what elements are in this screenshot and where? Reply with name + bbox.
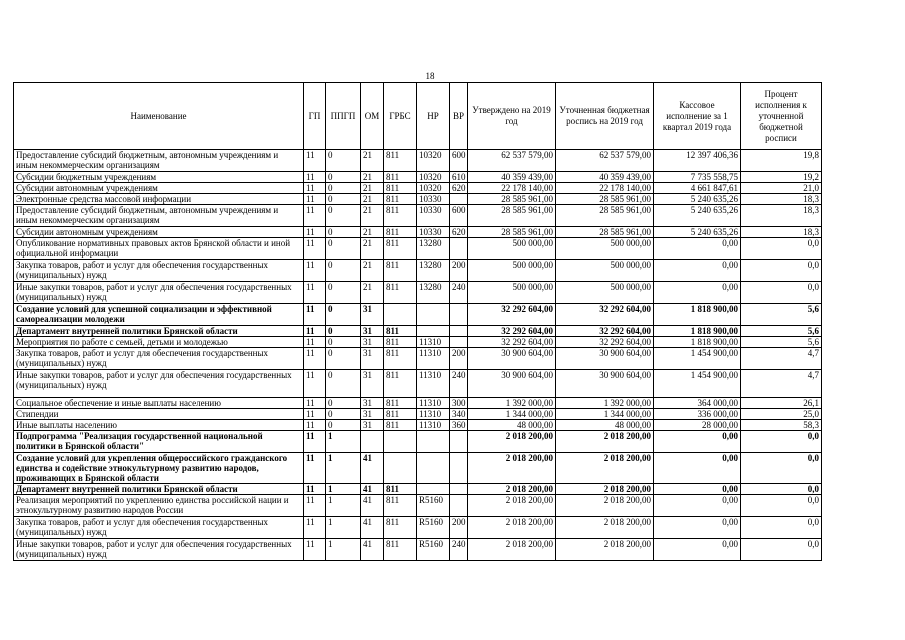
cell-vr: 620 <box>450 183 468 194</box>
cell-revised: 500 000,00 <box>556 282 654 304</box>
cell-grbs: 811 <box>384 484 417 495</box>
cell-percent: 0,0 <box>741 260 822 282</box>
cell-percent: 0,0 <box>741 484 822 495</box>
cell-revised: 2 018 200,00 <box>556 495 654 517</box>
cell-percent: 18,3 <box>741 194 822 205</box>
cell-ppgp: 0 <box>326 348 361 370</box>
cell-revised: 500 000,00 <box>556 260 654 282</box>
cell-revised: 2 018 200,00 <box>556 539 654 561</box>
cell-grbs: 811 <box>384 409 417 420</box>
cell-np <box>417 453 450 484</box>
cell-grbs: 811 <box>384 172 417 183</box>
cell-gp: 11 <box>304 282 326 304</box>
cell-om: 31 <box>361 326 384 337</box>
cell-revised: 28 585 961,00 <box>556 205 654 227</box>
budget-table <box>13 82 822 561</box>
table-row <box>14 183 822 194</box>
cell-cash: 1 454 900,00 <box>654 348 741 370</box>
cell-approved: 2 018 200,00 <box>468 495 556 517</box>
cell-ppgp: 0 <box>326 205 361 227</box>
cell-approved: 28 585 961,00 <box>468 205 556 227</box>
cell-gp: 11 <box>304 517 326 539</box>
col-header-om: ОМ <box>361 83 384 150</box>
cell-percent: 4,7 <box>741 348 822 370</box>
cell-grbs: 811 <box>384 420 417 431</box>
cell-cash: 7 735 558,75 <box>654 172 741 183</box>
cell-percent: 58,3 <box>741 420 822 431</box>
cell-ppgp: 1 <box>326 431 361 453</box>
cell-vr: 620 <box>450 227 468 238</box>
cell-percent: 21,0 <box>741 183 822 194</box>
cell-cash: 336 000,00 <box>654 409 741 420</box>
col-header-name: Наименование <box>14 83 304 150</box>
cell-approved: 30 900 604,00 <box>468 348 556 370</box>
table-row <box>14 260 822 282</box>
cell-cash: 5 240 635,26 <box>654 205 741 227</box>
cell-ppgp: 0 <box>326 238 361 260</box>
cell-om: 31 <box>361 304 384 326</box>
cell-cash: 0,00 <box>654 282 741 304</box>
col-header-grbs: ГРБС <box>384 83 417 150</box>
table-body <box>14 150 822 561</box>
cell-gp: 11 <box>304 409 326 420</box>
cell-approved: 500 000,00 <box>468 282 556 304</box>
col-header-np: НР <box>417 83 450 150</box>
col-header-cash: Кассовое исполнение за 1 квартал 2019 года <box>654 83 741 150</box>
cell-percent: 26,1 <box>741 398 822 409</box>
cell-vr: 200 <box>450 260 468 282</box>
cell-np: 10330 <box>417 227 450 238</box>
cell-grbs: 811 <box>384 205 417 227</box>
cell-np: 11310 <box>417 337 450 348</box>
cell-grbs: 811 <box>384 227 417 238</box>
cell-ppgp: 0 <box>326 370 361 398</box>
cell-revised: 40 359 439,00 <box>556 172 654 183</box>
cell-np <box>417 326 450 337</box>
cell-name: Подпрограмма "Реализация государственной национальной политики в Брянской области" <box>14 431 304 453</box>
table-row <box>14 539 822 561</box>
cell-om: 21 <box>361 194 384 205</box>
cell-vr: 240 <box>450 282 468 304</box>
cell-np: 10320 <box>417 150 450 172</box>
table-row <box>14 517 822 539</box>
cell-approved: 40 359 439,00 <box>468 172 556 183</box>
cell-name: Электронные средства массовой информации <box>14 194 304 205</box>
cell-gp: 11 <box>304 398 326 409</box>
cell-approved: 500 000,00 <box>468 260 556 282</box>
cell-gp: 11 <box>304 172 326 183</box>
cell-approved: 2 018 200,00 <box>468 484 556 495</box>
col-header-gp: ГП <box>304 83 326 150</box>
col-header-approved: Утверждено на 2019 год <box>468 83 556 150</box>
cell-ppgp: 0 <box>326 260 361 282</box>
cell-approved: 32 292 604,00 <box>468 326 556 337</box>
cell-approved: 62 537 579,00 <box>468 150 556 172</box>
cell-gp: 11 <box>304 337 326 348</box>
cell-name: Социальное обеспечение и иные выплаты населению <box>14 398 304 409</box>
cell-cash: 1 818 900,00 <box>654 326 741 337</box>
cell-vr <box>450 304 468 326</box>
cell-percent: 0,0 <box>741 238 822 260</box>
cell-vr: 610 <box>450 172 468 183</box>
table-row <box>14 282 822 304</box>
cell-percent: 4,7 <box>741 370 822 398</box>
cell-np: 10320 <box>417 172 450 183</box>
cell-name: Субсидии автономным учреждениям <box>14 227 304 238</box>
table-row <box>14 304 822 326</box>
cell-gp: 11 <box>304 260 326 282</box>
cell-ppgp: 0 <box>326 398 361 409</box>
cell-ppgp: 1 <box>326 484 361 495</box>
cell-ppgp: 0 <box>326 420 361 431</box>
cell-np: 11310 <box>417 398 450 409</box>
cell-ppgp: 0 <box>326 304 361 326</box>
table-row <box>14 326 822 337</box>
table-row <box>14 420 822 431</box>
cell-ppgp: 0 <box>326 194 361 205</box>
cell-grbs: 811 <box>384 183 417 194</box>
cell-gp: 11 <box>304 238 326 260</box>
cell-cash: 1 818 900,00 <box>654 337 741 348</box>
cell-percent: 0,0 <box>741 453 822 484</box>
cell-name: Департамент внутренней политики Брянской области <box>14 484 304 495</box>
cell-om: 21 <box>361 183 384 194</box>
cell-gp: 11 <box>304 484 326 495</box>
cell-vr <box>450 495 468 517</box>
cell-name: Департамент внутренней политики Брянской области <box>14 326 304 337</box>
cell-approved: 32 292 604,00 <box>468 304 556 326</box>
cell-approved: 2 018 200,00 <box>468 453 556 484</box>
cell-revised: 32 292 604,00 <box>556 326 654 337</box>
cell-np: 11310 <box>417 409 450 420</box>
cell-ppgp: 0 <box>326 409 361 420</box>
cell-om: 41 <box>361 453 384 484</box>
cell-name: Предоставление субсидий бюджетным, автономным учреждениям и иным некоммерческим организациям <box>14 150 304 172</box>
cell-grbs: 811 <box>384 194 417 205</box>
cell-approved: 28 585 961,00 <box>468 194 556 205</box>
cell-np: R5160 <box>417 539 450 561</box>
cell-revised: 62 537 579,00 <box>556 150 654 172</box>
cell-cash: 12 397 406,36 <box>654 150 741 172</box>
cell-cash: 0,00 <box>654 495 741 517</box>
cell-grbs: 811 <box>384 539 417 561</box>
cell-cash: 0,00 <box>654 260 741 282</box>
cell-om: 31 <box>361 409 384 420</box>
cell-np: 10330 <box>417 194 450 205</box>
cell-approved: 48 000,00 <box>468 420 556 431</box>
table-row <box>14 227 822 238</box>
cell-np: 10330 <box>417 205 450 227</box>
table-row <box>14 238 822 260</box>
table-row <box>14 337 822 348</box>
cell-vr: 300 <box>450 398 468 409</box>
cell-cash: 0,00 <box>654 517 741 539</box>
cell-grbs: 811 <box>384 398 417 409</box>
cell-name: Стипендии <box>14 409 304 420</box>
cell-np: 13280 <box>417 260 450 282</box>
table-row <box>14 205 822 227</box>
cell-np: R5160 <box>417 495 450 517</box>
cell-ppgp: 1 <box>326 495 361 517</box>
cell-ppgp: 0 <box>326 282 361 304</box>
cell-vr: 360 <box>450 420 468 431</box>
cell-grbs: 811 <box>384 260 417 282</box>
cell-np: 11310 <box>417 420 450 431</box>
cell-name: Опубликование нормативных правовых актов Брянской области и иной официальной информации <box>14 238 304 260</box>
cell-om: 31 <box>361 370 384 398</box>
cell-revised: 28 585 961,00 <box>556 194 654 205</box>
cell-cash: 5 240 635,26 <box>654 227 741 238</box>
cell-approved: 1 344 000,00 <box>468 409 556 420</box>
cell-percent: 19,2 <box>741 172 822 183</box>
cell-revised: 1 392 000,00 <box>556 398 654 409</box>
cell-grbs: 811 <box>384 337 417 348</box>
cell-cash: 364 000,00 <box>654 398 741 409</box>
cell-gp: 11 <box>304 227 326 238</box>
cell-ppgp: 0 <box>326 150 361 172</box>
cell-om: 21 <box>361 205 384 227</box>
cell-name: Иные выплаты населению <box>14 420 304 431</box>
cell-grbs <box>384 453 417 484</box>
cell-np: R5160 <box>417 517 450 539</box>
cell-cash: 1 818 900,00 <box>654 304 741 326</box>
cell-grbs: 811 <box>384 370 417 398</box>
cell-cash: 0,00 <box>654 539 741 561</box>
cell-ppgp: 0 <box>326 337 361 348</box>
cell-name: Закупка товаров, работ и услуг для обеспечения государственных (муниципальных) нужд <box>14 260 304 282</box>
cell-gp: 11 <box>304 420 326 431</box>
cell-vr <box>450 337 468 348</box>
table-row <box>14 348 822 370</box>
cell-gp: 11 <box>304 495 326 517</box>
cell-om: 21 <box>361 150 384 172</box>
cell-vr: 240 <box>450 370 468 398</box>
table-row <box>14 495 822 517</box>
cell-vr <box>450 453 468 484</box>
cell-revised: 32 292 604,00 <box>556 337 654 348</box>
cell-gp: 11 <box>304 205 326 227</box>
cell-percent: 5,6 <box>741 326 822 337</box>
cell-om: 41 <box>361 484 384 495</box>
cell-ppgp: 1 <box>326 539 361 561</box>
cell-percent: 5,6 <box>741 337 822 348</box>
col-header-ppgp: ППГП <box>326 83 361 150</box>
cell-gp: 11 <box>304 453 326 484</box>
cell-vr: 340 <box>450 409 468 420</box>
cell-ppgp: 0 <box>326 172 361 183</box>
cell-approved: 500 000,00 <box>468 238 556 260</box>
cell-cash: 1 454 900,00 <box>654 370 741 398</box>
cell-revised: 30 900 604,00 <box>556 370 654 398</box>
cell-grbs: 811 <box>384 495 417 517</box>
cell-name: Мероприятия по работе с семьей, детьми и молодежью <box>14 337 304 348</box>
cell-name: Иные закупки товаров, работ и услуг для обеспечения государственных (муниципальных) нужд <box>14 539 304 561</box>
cell-grbs <box>384 304 417 326</box>
cell-approved: 2 018 200,00 <box>468 431 556 453</box>
cell-revised: 500 000,00 <box>556 238 654 260</box>
cell-gp: 11 <box>304 348 326 370</box>
col-header-revised: Уточненная бюджетная роспись на 2019 год <box>556 83 654 150</box>
cell-gp: 11 <box>304 539 326 561</box>
cell-gp: 11 <box>304 326 326 337</box>
cell-approved: 1 392 000,00 <box>468 398 556 409</box>
cell-revised: 2 018 200,00 <box>556 453 654 484</box>
table-row <box>14 398 822 409</box>
cell-om: 21 <box>361 172 384 183</box>
cell-revised: 28 585 961,00 <box>556 227 654 238</box>
table-row <box>14 370 822 398</box>
cell-percent: 0,0 <box>741 539 822 561</box>
cell-ppgp: 1 <box>326 517 361 539</box>
cell-revised: 30 900 604,00 <box>556 348 654 370</box>
cell-gp: 11 <box>304 370 326 398</box>
cell-cash: 0,00 <box>654 431 741 453</box>
cell-percent: 19,8 <box>741 150 822 172</box>
cell-om: 21 <box>361 238 384 260</box>
cell-om: 21 <box>361 260 384 282</box>
page-number: 18 <box>425 71 435 81</box>
cell-approved: 2 018 200,00 <box>468 539 556 561</box>
cell-percent: 18,3 <box>741 205 822 227</box>
cell-name: Иные закупки товаров, работ и услуг для обеспечения государственных (муниципальных) нужд <box>14 282 304 304</box>
cell-np: 13280 <box>417 238 450 260</box>
cell-ppgp: 0 <box>326 183 361 194</box>
cell-vr: 240 <box>450 539 468 561</box>
cell-grbs: 811 <box>384 150 417 172</box>
cell-om: 41 <box>361 539 384 561</box>
cell-approved: 30 900 604,00 <box>468 370 556 398</box>
cell-cash: 0,00 <box>654 484 741 495</box>
cell-percent: 0,0 <box>741 495 822 517</box>
cell-approved: 2 018 200,00 <box>468 517 556 539</box>
cell-grbs: 811 <box>384 282 417 304</box>
cell-name: Субсидии автономным учреждениям <box>14 183 304 194</box>
cell-gp: 11 <box>304 183 326 194</box>
cell-percent: 0,0 <box>741 431 822 453</box>
table-row <box>14 172 822 183</box>
cell-om <box>361 431 384 453</box>
cell-gp: 11 <box>304 304 326 326</box>
cell-cash: 5 240 635,26 <box>654 194 741 205</box>
cell-approved: 22 178 140,00 <box>468 183 556 194</box>
cell-name: Создание условий для укрепления общероссийского гражданского единства и содействие этнокультурному развитию народов, проживающих в Брянской области <box>14 453 304 484</box>
cell-ppgp: 1 <box>326 453 361 484</box>
cell-np: 11310 <box>417 348 450 370</box>
cell-om: 21 <box>361 227 384 238</box>
cell-gp: 11 <box>304 431 326 453</box>
table-row <box>14 194 822 205</box>
cell-percent: 18,3 <box>741 227 822 238</box>
cell-om: 41 <box>361 517 384 539</box>
cell-vr <box>450 484 468 495</box>
cell-vr: 600 <box>450 205 468 227</box>
cell-revised: 1 344 000,00 <box>556 409 654 420</box>
table-row <box>14 150 822 172</box>
cell-vr <box>450 431 468 453</box>
cell-grbs: 811 <box>384 326 417 337</box>
table-row <box>14 484 822 495</box>
cell-percent: 5,6 <box>741 304 822 326</box>
cell-name: Закупка товаров, работ и услуг для обеспечения государственных (муниципальных) нужд <box>14 348 304 370</box>
table-header-row <box>14 83 822 150</box>
cell-percent: 0,0 <box>741 517 822 539</box>
cell-cash: 28 000,00 <box>654 420 741 431</box>
cell-revised: 48 000,00 <box>556 420 654 431</box>
cell-name: Предоставление субсидий бюджетным, автономным учреждениям и иным некоммерческим организациям <box>14 205 304 227</box>
cell-revised: 2 018 200,00 <box>556 431 654 453</box>
cell-cash: 0,00 <box>654 453 741 484</box>
cell-vr <box>450 326 468 337</box>
cell-percent: 25,0 <box>741 409 822 420</box>
table-row <box>14 453 822 484</box>
cell-revised: 2 018 200,00 <box>556 517 654 539</box>
table-row <box>14 431 822 453</box>
cell-grbs <box>384 431 417 453</box>
cell-vr: 200 <box>450 348 468 370</box>
cell-name: Создание условий для успешной социализации и эффективной самореализации молодежи <box>14 304 304 326</box>
cell-name: Реализация мероприятий по укреплению единства российской нации и этнокультурному развитию народов России <box>14 495 304 517</box>
cell-np <box>417 431 450 453</box>
cell-ppgp: 0 <box>326 326 361 337</box>
cell-vr <box>450 238 468 260</box>
cell-revised: 32 292 604,00 <box>556 304 654 326</box>
cell-grbs: 811 <box>384 517 417 539</box>
cell-grbs: 811 <box>384 238 417 260</box>
cell-vr <box>450 194 468 205</box>
cell-vr: 600 <box>450 150 468 172</box>
cell-om: 31 <box>361 398 384 409</box>
cell-grbs: 811 <box>384 348 417 370</box>
cell-gp: 11 <box>304 150 326 172</box>
cell-name: Субсидии бюджетным учреждениям <box>14 172 304 183</box>
cell-om: 31 <box>361 348 384 370</box>
cell-np <box>417 484 450 495</box>
cell-name: Иные закупки товаров, работ и услуг для обеспечения государственных (муниципальных) нужд <box>14 370 304 398</box>
cell-om: 21 <box>361 282 384 304</box>
table-row <box>14 409 822 420</box>
cell-cash: 0,00 <box>654 238 741 260</box>
col-header-vr: ВР <box>450 83 468 150</box>
cell-np: 13280 <box>417 282 450 304</box>
cell-approved: 32 292 604,00 <box>468 337 556 348</box>
cell-np <box>417 304 450 326</box>
cell-revised: 22 178 140,00 <box>556 183 654 194</box>
cell-om: 41 <box>361 495 384 517</box>
cell-om: 31 <box>361 420 384 431</box>
cell-np: 10320 <box>417 183 450 194</box>
cell-revised: 2 018 200,00 <box>556 484 654 495</box>
cell-np: 11310 <box>417 370 450 398</box>
cell-approved: 28 585 961,00 <box>468 227 556 238</box>
cell-om: 31 <box>361 337 384 348</box>
cell-name: Закупка товаров, работ и услуг для обеспечения государственных (муниципальных) нужд <box>14 517 304 539</box>
cell-cash: 4 661 847,61 <box>654 183 741 194</box>
cell-percent: 0,0 <box>741 282 822 304</box>
cell-vr: 200 <box>450 517 468 539</box>
col-header-percent: Процент исполнения к уточненной бюджетной росписи <box>741 83 822 150</box>
cell-ppgp: 0 <box>326 227 361 238</box>
cell-gp: 11 <box>304 194 326 205</box>
